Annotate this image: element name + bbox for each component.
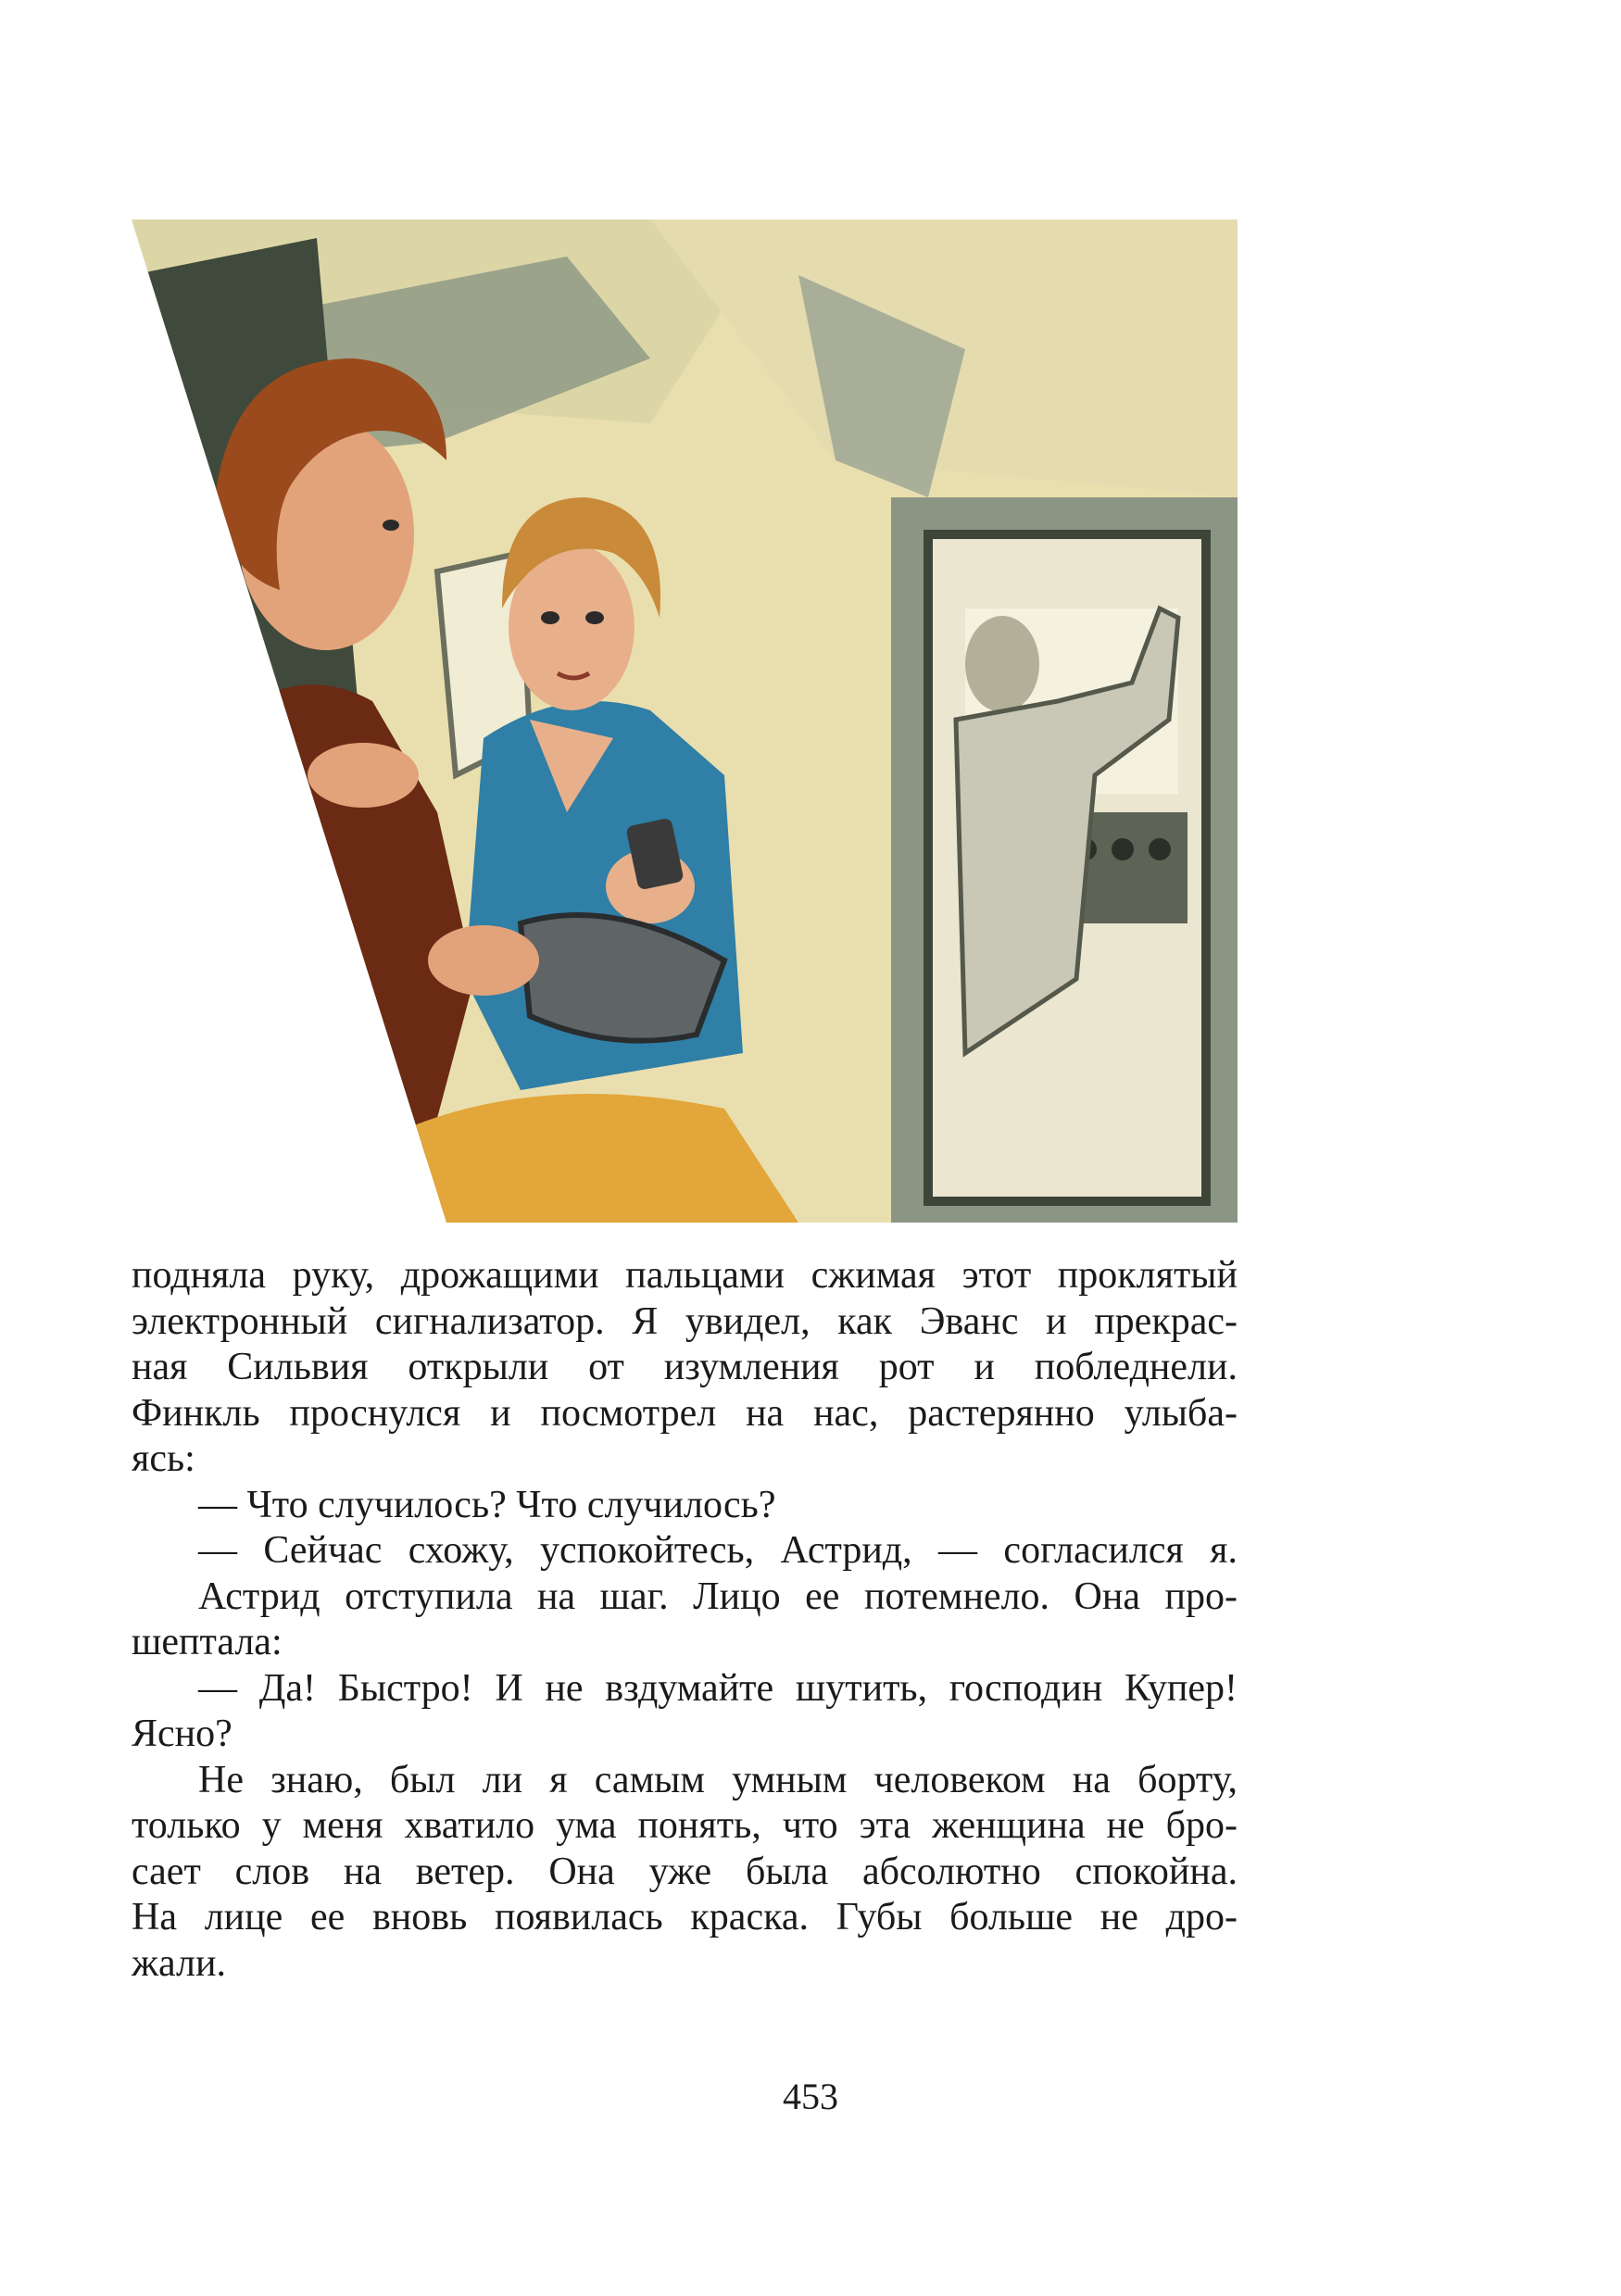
illustration (132, 220, 1238, 1223)
dialogue-line: — Сейчас схожу, успокойтесь, Астрид, — согласился я. (198, 1529, 1238, 1572)
text-line: ная Сильвия открыли от изумления рот и побледнели. (132, 1346, 1238, 1388)
cabin-scene-illustration (132, 220, 1238, 1223)
text-line: сает слов на ветер. Она уже была абсолютно спокойна. (132, 1850, 1238, 1893)
text-line: Астрид отступила на шаг. Лицо ее потемнело. Она про- (198, 1575, 1238, 1618)
text-line: подняла руку, дрожащими пальцами сжимая этот проклятый (132, 1254, 1238, 1297)
text-line: ясь: (132, 1437, 195, 1480)
text-line: жали. (132, 1941, 226, 1985)
text-line: Финкль проснулся и посмотрел на нас, растерянно улыба- (132, 1391, 1238, 1435)
dialogue-line: — Что случилось? Что случилось? (198, 1483, 776, 1526)
pilot-head (965, 616, 1039, 712)
body-text (132, 1253, 1238, 1987)
text-line: электронный сигнализатор. Я увидел, как Эванс и прекрас- (132, 1299, 1238, 1343)
text-line: На лице ее вновь появилась краска. Губы больше не дро- (132, 1896, 1238, 1938)
text-line: только у меня хватило ума понять, что эта женщина не бро- (132, 1804, 1238, 1847)
page-number: 453 (783, 2076, 838, 2117)
dialogue-line: — Да! Быстро! И не вздумайте шутить, господин Купер! (198, 1666, 1238, 1710)
man-hand-lower (428, 925, 539, 996)
text-line: Не знаю, был ли я самым умным человеком на борту, (198, 1758, 1238, 1801)
text-line: шептала: (132, 1621, 283, 1663)
man-hand (308, 743, 419, 808)
text-line: Ясно? (132, 1713, 232, 1755)
